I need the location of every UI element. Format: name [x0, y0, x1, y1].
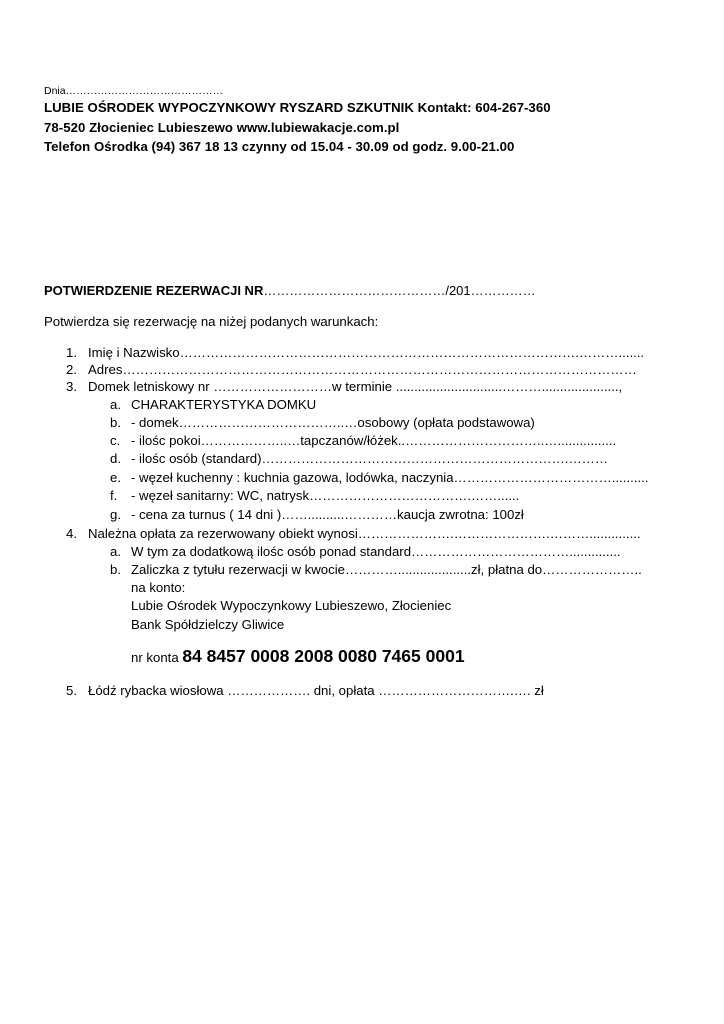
- item-3a-letter: a.: [110, 397, 121, 412]
- item-3-number: 3.: [66, 379, 77, 394]
- item-1-text: Imię i Nazwisko……………………………………………………………………………….……….......: [88, 345, 645, 360]
- item-4-number: 4.: [66, 526, 77, 541]
- header-line-1: LUBIE OŚRODEK WYPOCZYNKOWY RYSZARD SZKUTNIK Kontakt: 604-267-360: [44, 100, 551, 115]
- date-line: Dnia………………………………………: [44, 85, 224, 97]
- account-number: 84 8457 0008 2008 0080 7465 0001: [182, 646, 465, 666]
- item-2-text: Adres………………………………………………………………………………………………………: [88, 362, 637, 377]
- item-4-text: Należna opłata za rezerwowany obiekt wynosi………………….………………….………..............: [88, 526, 641, 541]
- title-rest: ……………………………………/201……………: [263, 283, 536, 298]
- item-3g-letter: g.: [110, 507, 121, 522]
- item-3c-letter: c.: [110, 433, 121, 448]
- item-4b-account-holder: Lubie Ośrodek Wypoczynkowy Lubieszewo, Złocieniec: [131, 598, 452, 613]
- item-3e-letter: e.: [110, 470, 121, 485]
- item-5-number: 5.: [66, 683, 77, 698]
- item-4b-letter: b.: [110, 562, 121, 577]
- item-3g-text: - cena za turnus ( 14 dni )……..........…………kaucja zwrotna: 100zł: [131, 507, 524, 522]
- item-1-number: 1.: [66, 345, 77, 360]
- item-3a-text: CHARAKTERYSTYKA DOMKU: [131, 397, 317, 412]
- item-4b-account-intro: na konto:: [131, 580, 186, 595]
- item-5-text: Łódź rybacka wiosłowa ………………. dni, opłata ………………………….…. zł: [88, 683, 544, 698]
- item-4a-letter: a.: [110, 544, 121, 559]
- item-4a-text: W tym za dodatkową ilośc osób ponad standard………………………………..............: [131, 544, 621, 559]
- header-line-3: Telefon Ośrodka (94) 367 18 13 czynny od 15.04 - 30.09 od godz. 9.00-21.00: [44, 139, 515, 154]
- intro-text: Potwierdza się rezerwację na niżej podanych warunkach:: [44, 314, 379, 329]
- title-bold: POTWIERDZENIE REZERWACJI NR: [44, 283, 264, 298]
- item-3e-text: - węzeł kuchenny : kuchnia gazowa, lodówka, naczynia………………………………..........: [131, 470, 649, 485]
- item-3d-text: - ilośc osób (standard)…………………………………………………………….………: [131, 451, 609, 466]
- document-title: [44, 283, 536, 298]
- item-3-text: Domek letniskowy nr ………………………w terminie .............................……….....................,: [88, 379, 623, 394]
- item-3d-letter: d.: [110, 451, 121, 466]
- item-3c-text: - ilośc pokoi………………..…tapczanów/łóżek..…………………………..…................: [131, 433, 617, 448]
- item-4b-bank-name: Bank Spółdzielczy Gliwice: [131, 617, 285, 632]
- header-line-2: 78-520 Złocieniec Lubieszewo www.lubiewakacje.com.pl: [44, 120, 400, 135]
- item-3b-letter: b.: [110, 415, 121, 430]
- item-3b-text: - domek………………………………..…osobowy (opłata podstawowa): [131, 415, 535, 430]
- account-label: nr konta: [131, 650, 183, 665]
- item-4b-text: Zaliczka z tytułu rezerwacji w kwocie…………....................zł, płatna do…………………..: [131, 562, 642, 577]
- item-3f-text: - węzeł sanitarny: WC, natrysk……………………………….……......: [131, 488, 520, 503]
- account-number-line: [131, 646, 465, 667]
- item-3f-letter: f.: [110, 488, 118, 503]
- item-2-number: 2.: [66, 362, 77, 377]
